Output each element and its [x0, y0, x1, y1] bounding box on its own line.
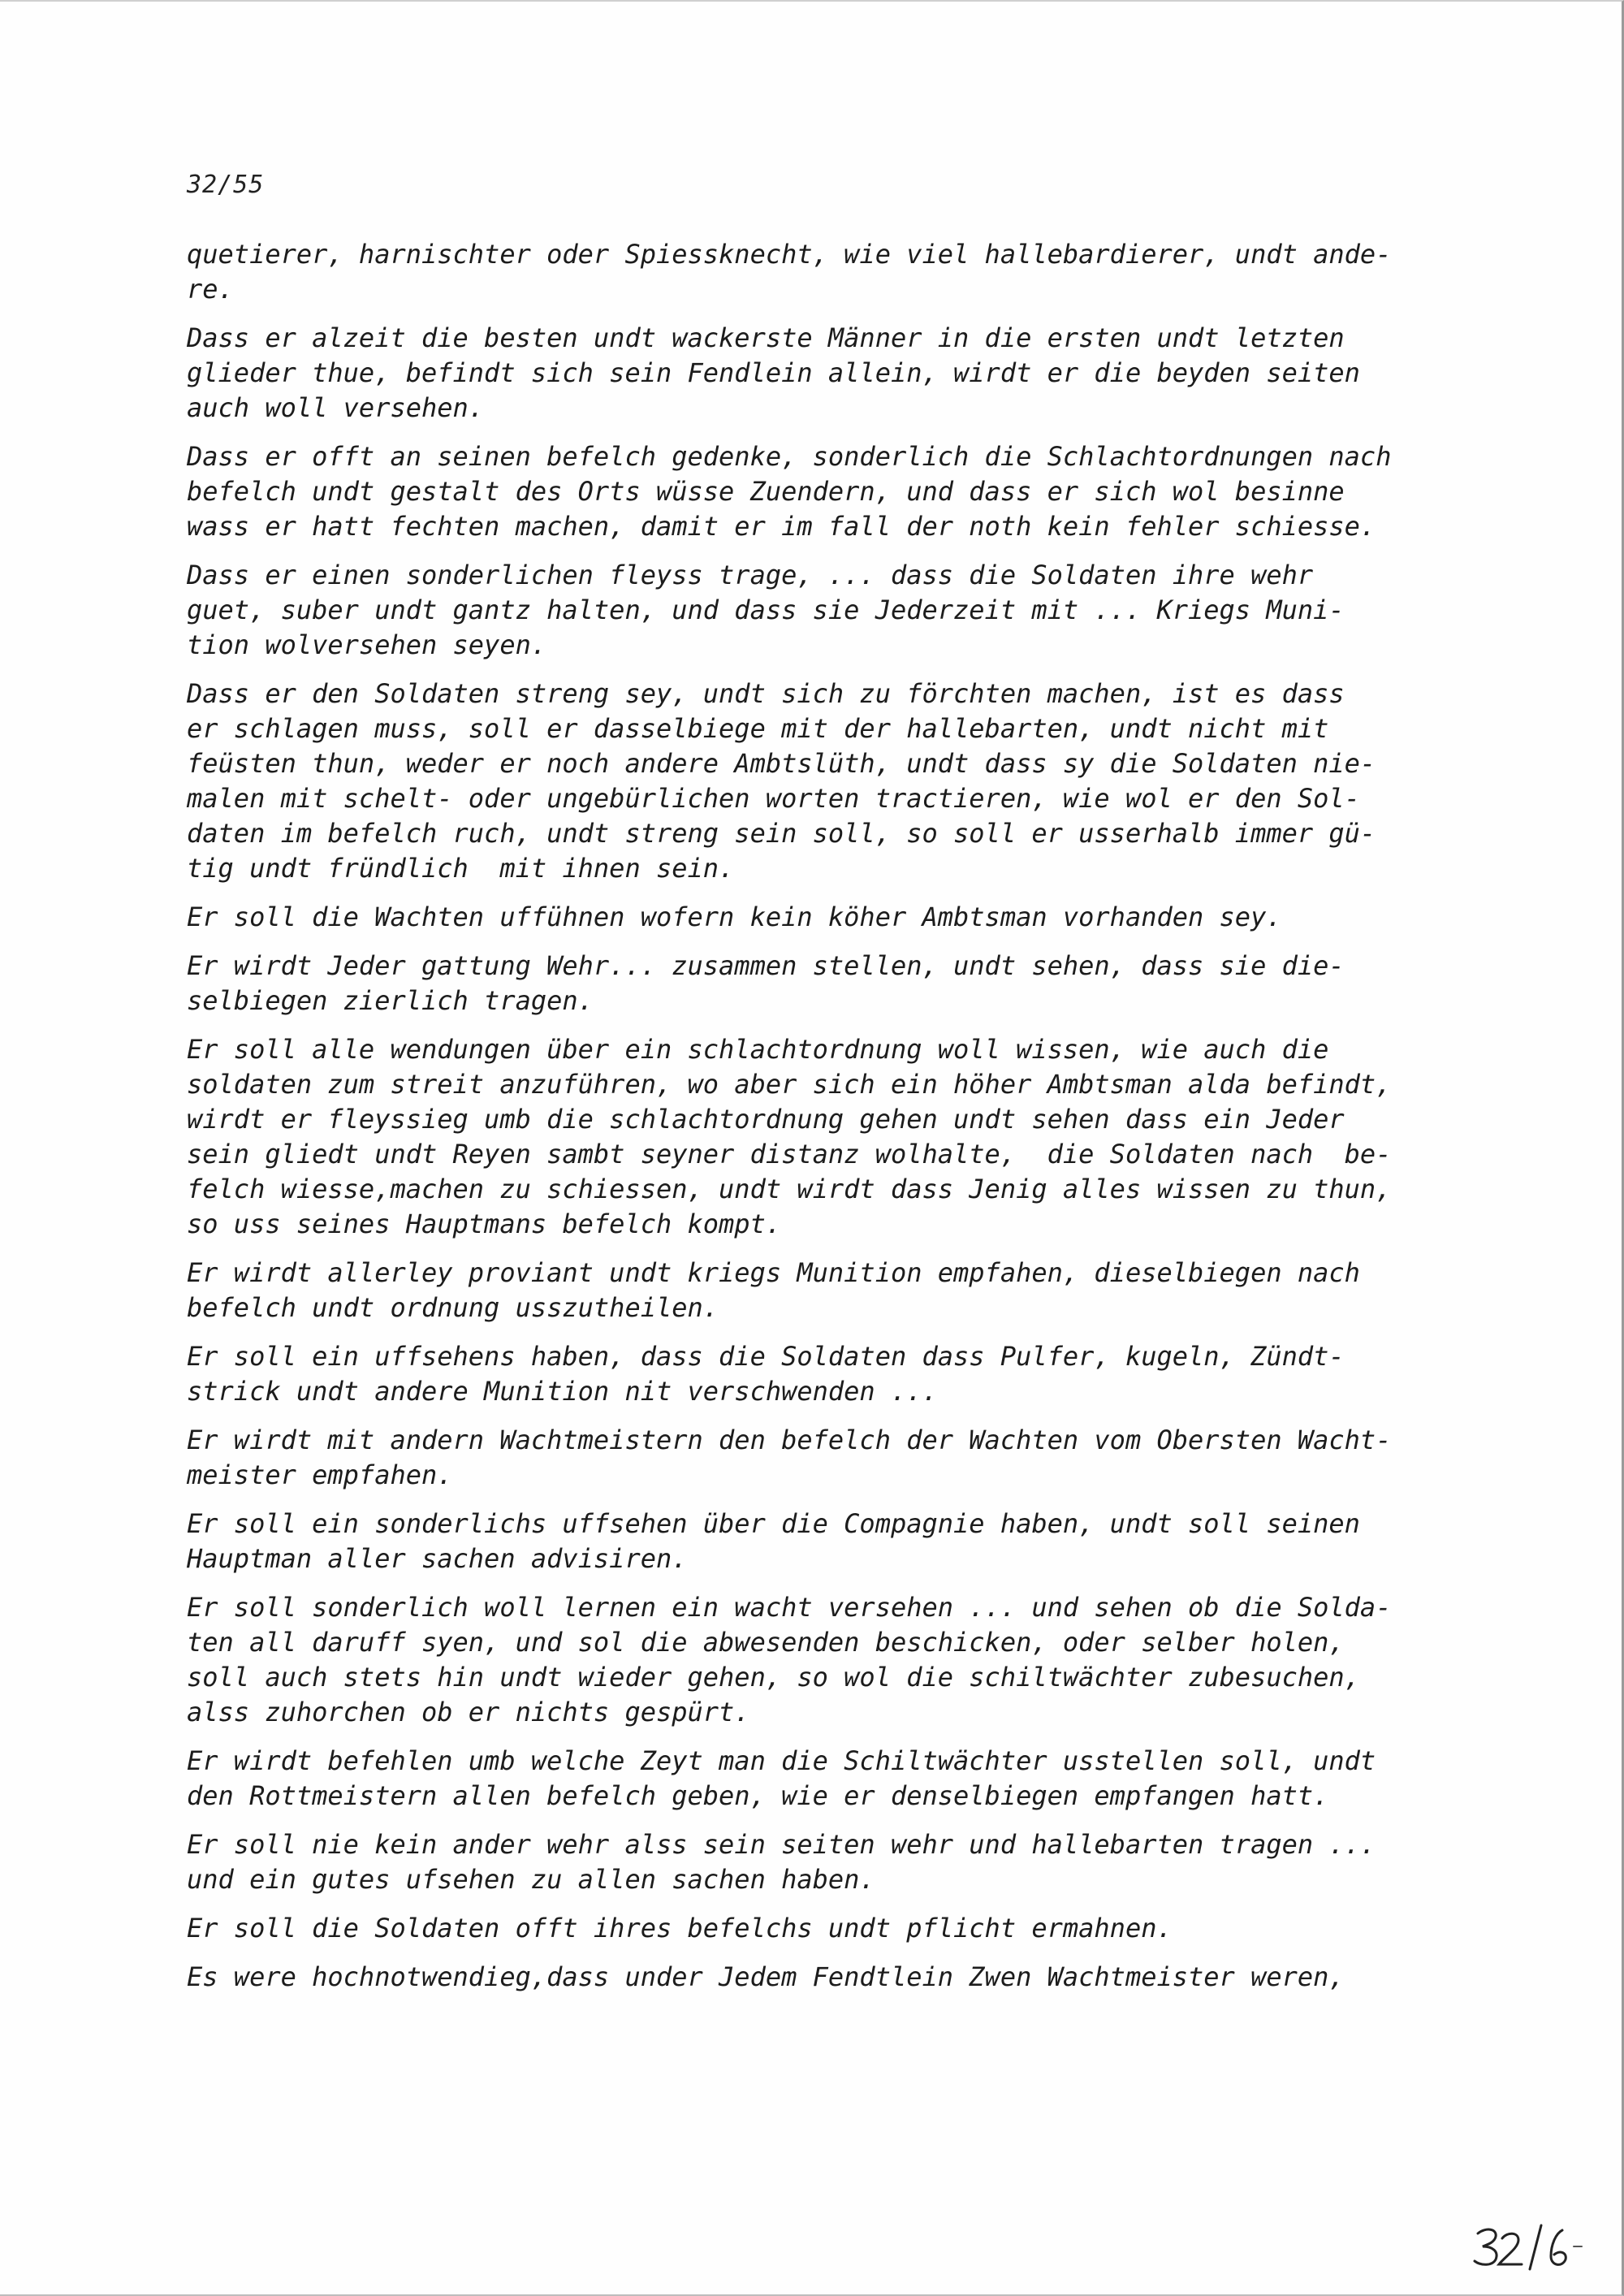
- text-line: Er soll die Soldaten offt ihres befelchs undt pflicht ermahnen.: [187, 1913, 1173, 1944]
- paragraph: [187, 1744, 1453, 1814]
- paragraph: [187, 949, 1453, 1018]
- paragraph: [187, 558, 1453, 663]
- text-line: tion wolversehen seyen.: [187, 629, 547, 660]
- paragraph: [187, 1032, 1453, 1242]
- page-number: 32/55: [187, 171, 265, 199]
- text-line: den Rottmeistern allen befelch geben, wie er denselbiegen empfangen hatt.: [187, 1780, 1329, 1811]
- text-line: wirdt er fleyssieg umb die schlachtordnung gehen undt sehen dass ein Jeder: [187, 1104, 1345, 1135]
- paragraph: [187, 1911, 1453, 1946]
- paragraph: [187, 1339, 1453, 1409]
- text-line: daten im befelch ruch, undt streng sein soll, so soll er usserhalb immer gü-: [187, 818, 1376, 849]
- text-line: Hauptman aller sachen advisiren.: [187, 1543, 688, 1574]
- text-line: re.: [187, 274, 234, 305]
- text-line: Er soll ein sonderlichs uffsehen über die Compagnie haben, undt soll seinen: [187, 1508, 1360, 1539]
- text-line: Dass er den Soldaten streng sey, undt sich zu förchten machen, ist es dass: [187, 678, 1345, 709]
- paragraph: [187, 237, 1453, 307]
- text-line: wass er hatt fechten machen, damit er im fall der noth kein fehler schiesse.: [187, 511, 1376, 542]
- text-line: auch woll versehen.: [187, 392, 485, 423]
- text-line: meister empfahen.: [187, 1459, 453, 1490]
- text-line: Er soll alle wendungen über ein schlachtordnung woll wissen, wie auch die: [187, 1034, 1329, 1065]
- text-line: und ein gutes ufsehen zu allen sachen haben.: [187, 1864, 875, 1895]
- text-line: selbiegen zierlich tragen.: [187, 985, 594, 1016]
- text-line: Er wirdt Jeder gattung Wehr... zusammen stellen, undt sehen, dass sie die-: [187, 950, 1345, 981]
- paragraph: [187, 1256, 1453, 1325]
- text-line: er schlagen muss, soll er dasselbiege mit der hallebarten, undt nicht mit: [187, 713, 1329, 744]
- text-line: strick undt andere Munition nit verschwenden ...: [187, 1376, 938, 1407]
- document-body: [187, 237, 1453, 2008]
- text-line: Er wirdt mit andern Wachtmeistern den befelch der Wachten vom Obersten Wacht-: [187, 1425, 1392, 1455]
- text-line: so uss seines Hauptmans befelch kompt.: [187, 1209, 782, 1239]
- text-line: feüsten thun, weder er noch andere Ambtslüth, undt dass sy die Soldaten nie-: [187, 748, 1376, 779]
- paragraph: [187, 677, 1453, 886]
- text-line: Dass er alzeit die besten undt wackerste Männer in die ersten undt letzten: [187, 322, 1345, 353]
- handwritten-folio-number: [1471, 2222, 1601, 2271]
- text-line: soll auch stets hin undt wieder gehen, so wol die schiltwächter zubesuchen,: [187, 1662, 1360, 1693]
- paragraph: [187, 1590, 1453, 1730]
- paragraph: [187, 1827, 1453, 1897]
- text-line: Er soll nie kein ander wehr alss sein seiten wehr und hallebarten tragen ...: [187, 1829, 1376, 1860]
- text-line: Dass er einen sonderlichen fleyss trage, ... dass die Soldaten ihre wehr: [187, 560, 1314, 590]
- text-line: soldaten zum streit anzuführen, wo aber sich ein höher Ambtsman alda befindt,: [187, 1069, 1392, 1100]
- text-line: befelch undt gestalt des Orts wüsse Zuendern, und dass er sich wol besinne: [187, 476, 1345, 507]
- paragraph: [187, 1423, 1453, 1493]
- text-line: sein gliedt undt Reyen sambt seyner distanz wolhalte, die Soldaten nach be-: [187, 1139, 1392, 1170]
- paragraph: [187, 321, 1453, 426]
- text-line: Dass er offt an seinen befelch gedenke, sonderlich die Schlachtordnungen nach: [187, 441, 1392, 472]
- text-line: befelch undt ordnung usszutheilen.: [187, 1292, 719, 1323]
- text-line: quetierer, harnischter oder Spiessknecht, wie viel hallebardierer, undt ande-: [187, 239, 1392, 270]
- text-line: guet, suber undt gantz halten, und dass sie Jederzeit mit ... Kriegs Muni-: [187, 595, 1345, 625]
- text-line: Er soll sonderlich woll lernen ein wacht versehen ... und sehen ob die Solda-: [187, 1592, 1392, 1623]
- text-line: Es were hochnotwendieg,dass under Jedem Fendtlein Zwen Wachtmeister weren,: [187, 1961, 1345, 1992]
- paragraph: [187, 1507, 1453, 1576]
- paragraph: [187, 900, 1453, 935]
- text-line: malen mit schelt- oder ungebürlichen worten tractieren, wie wol er den Sol-: [187, 783, 1360, 814]
- text-line: Er soll ein uffsehens haben, dass die Soldaten dass Pulfer, kugeln, Zündt-: [187, 1341, 1345, 1372]
- paragraph: [187, 439, 1453, 544]
- paragraph: [187, 1960, 1453, 1995]
- text-line: ten all daruff syen, und sol die abwesenden beschicken, oder selber holen,: [187, 1627, 1345, 1658]
- text-line: Er wirdt befehlen umb welche Zeyt man die Schiltwächter usstellen soll, undt: [187, 1745, 1376, 1776]
- text-line: felch wiesse,machen zu schiessen, undt wirdt dass Jenig alles wissen zu thun,: [187, 1174, 1392, 1204]
- text-line: alss zuhorchen ob er nichts gespürt.: [187, 1697, 750, 1727]
- text-line: tig undt fründlich mit ihnen sein.: [187, 853, 735, 884]
- text-line: glieder thue, befindt sich sein Fendlein allein, wirdt er die beyden seiten: [187, 357, 1360, 388]
- text-line: Er wirdt allerley proviant undt kriegs Munition empfahen, dieselbiegen nach: [187, 1257, 1360, 1288]
- text-line: Er soll die Wachten uffühnen wofern kein köher Ambtsman vorhanden sey.: [187, 902, 1282, 932]
